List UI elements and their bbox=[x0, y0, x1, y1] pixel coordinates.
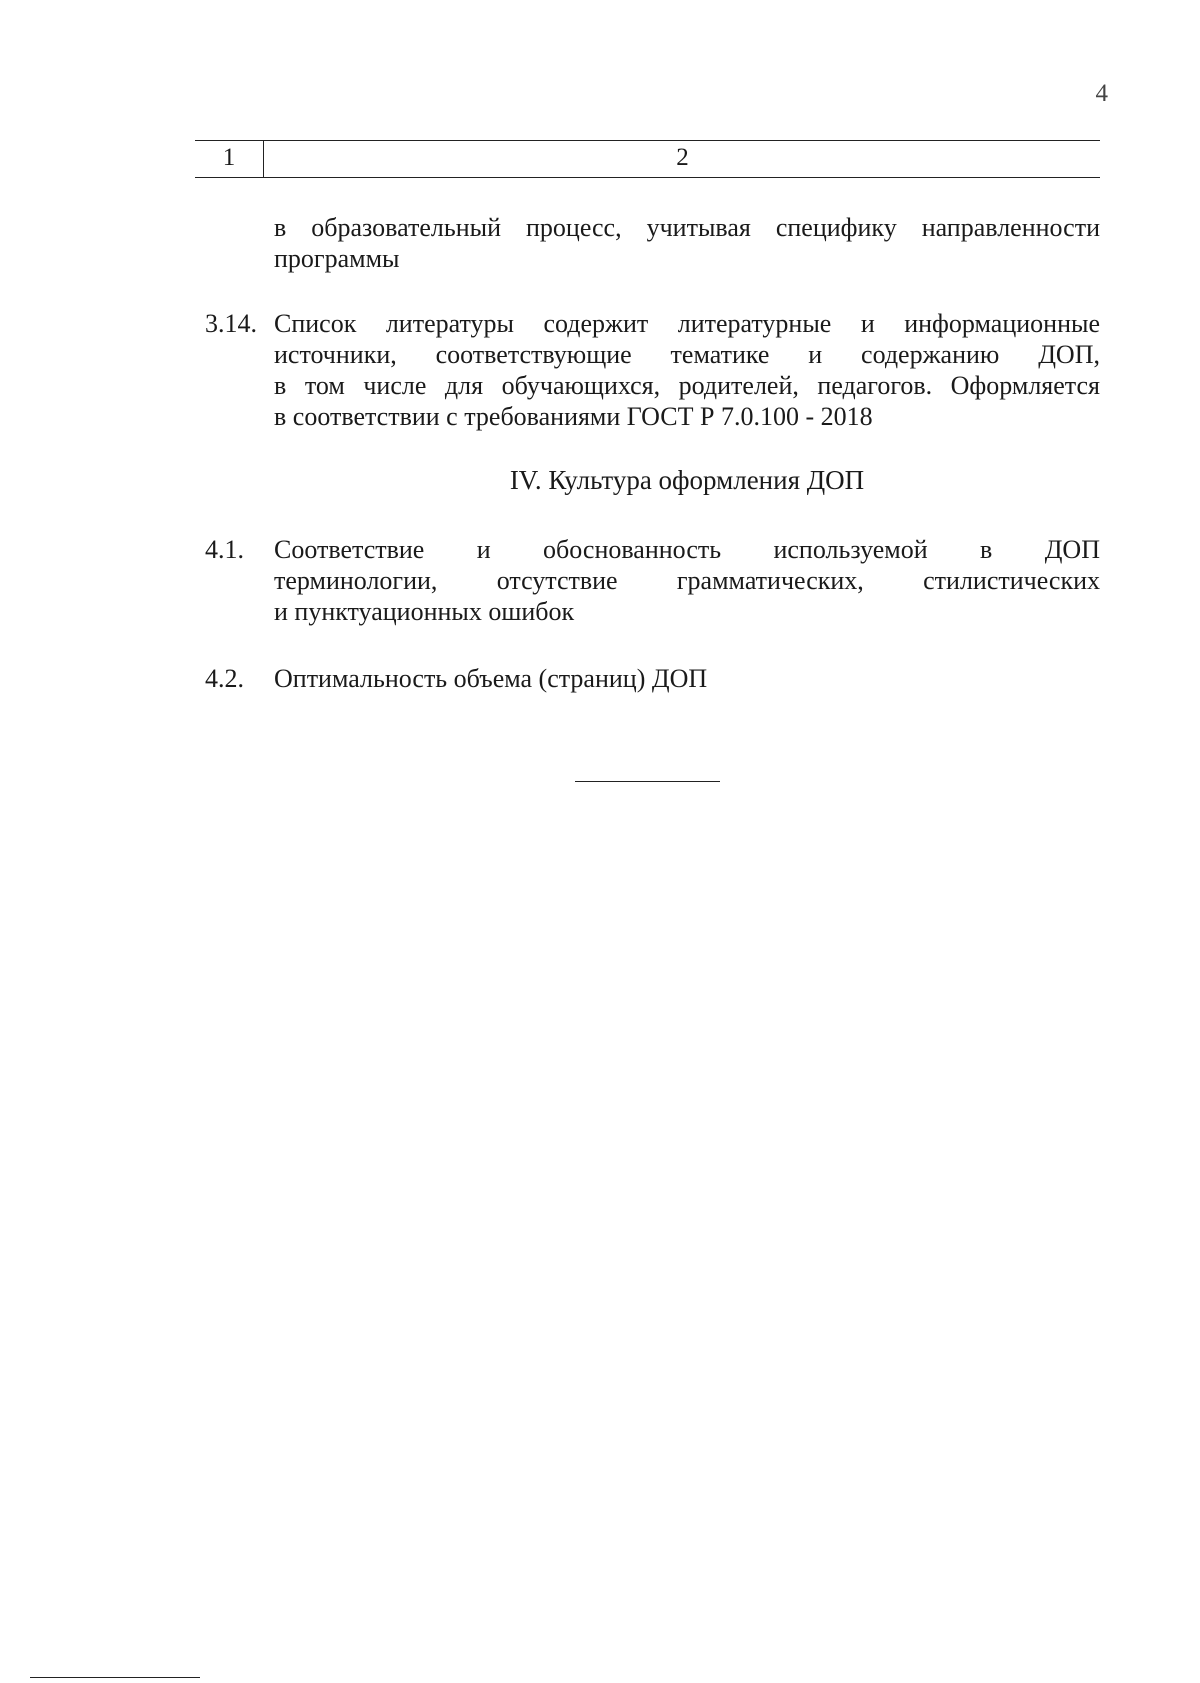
footnote-divider bbox=[30, 1677, 200, 1678]
section-iv-title: IV. Культура оформления ДОП bbox=[509, 465, 865, 495]
item-4-1-line-3: и пунктуационных ошибок bbox=[274, 597, 575, 626]
end-divider bbox=[575, 781, 720, 782]
item-3-14-line-1: Список литературы содержит литературные и информационные bbox=[274, 309, 1100, 338]
item-4-1-line-1: Соответствие и обоснованность используемой в ДОП bbox=[274, 535, 1100, 564]
continuation-line-1: в образовательный процесс, учитывая специфику направленности bbox=[274, 213, 1100, 242]
continuation-text bbox=[274, 212, 1100, 274]
continuation-line-2: программы bbox=[274, 244, 400, 273]
item-3-14-number: 3.14. bbox=[205, 309, 257, 338]
item-3-14-text bbox=[274, 308, 1100, 432]
item-3-14-line-3: в том числе для обучающихся, родителей, педагогов. Оформляется bbox=[274, 371, 1100, 400]
page-number: 4 bbox=[1095, 80, 1108, 107]
item-4-1-line-2: терминологии, отсутствие грамматических, стилистических bbox=[274, 566, 1100, 595]
item-4-2-text bbox=[274, 663, 1100, 694]
item-3-14-line-2: источники, соответствующие тематике и содержанию ДОП, bbox=[274, 340, 1100, 369]
table-header-col-1: 1 bbox=[195, 141, 264, 177]
item-4-1-number: 4.1. bbox=[205, 535, 244, 564]
item-4-2-line-1: Оптимальность объема (страниц) ДОП bbox=[274, 664, 708, 693]
item-3-14-line-4: в соответствии с требованиями ГОСТ Р 7.0.100 - 2018 bbox=[274, 402, 873, 431]
table-header-col-2: 2 bbox=[676, 144, 689, 171]
item-4-2-number: 4.2. bbox=[205, 664, 244, 693]
table-header-row bbox=[195, 140, 1100, 178]
item-4-1-text bbox=[274, 534, 1100, 627]
